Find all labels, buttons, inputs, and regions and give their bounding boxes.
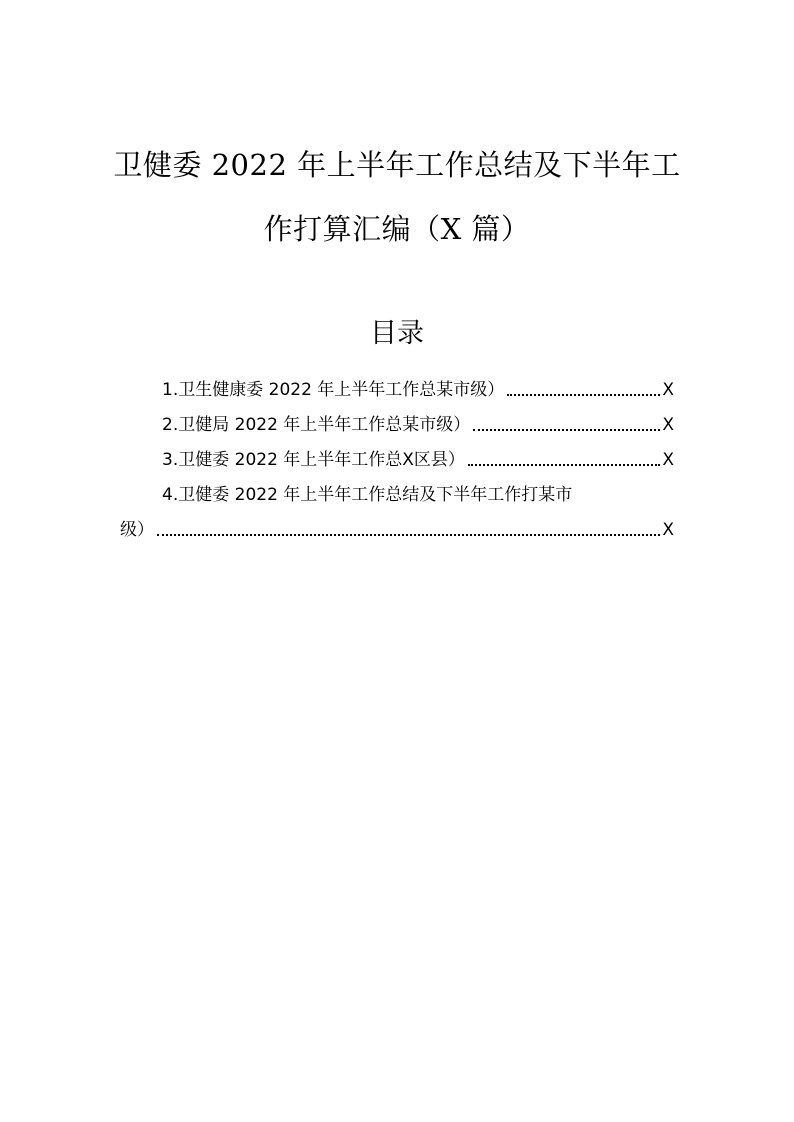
toc-entry-3[interactable]	[120, 448, 674, 472]
toc-entry-4-line-1[interactable]	[120, 483, 674, 507]
document-title-line-1: 卫健委 2022 年上半年工作总结及下半年工	[113, 148, 681, 182]
toc-dot-leader	[507, 394, 660, 396]
toc-entry-page: X	[662, 415, 674, 435]
toc-dot-leader	[473, 429, 660, 431]
toc-heading: 目录	[370, 318, 424, 349]
toc-entry-label: 2.卫健局 2022 年上半年工作总某市级）	[162, 415, 471, 435]
toc-entry-label: 1.卫生健康委 2022 年上半年工作总某市级）	[162, 380, 505, 400]
toc-dot-leader	[468, 464, 660, 466]
toc-entry-page: X	[662, 450, 674, 470]
toc-entry-2[interactable]	[120, 413, 674, 437]
toc-entry-4-line-2[interactable]	[120, 518, 674, 542]
toc-entry-label: 4.卫健委 2022 年上半年工作总结及下半年工作打某市	[162, 485, 573, 505]
toc-dot-leader	[157, 534, 660, 536]
toc-entry-label: 级）	[120, 520, 154, 540]
toc-entry-page: X	[662, 520, 674, 540]
document-title-line-2: 作打算汇编（X 篇）	[263, 212, 531, 246]
toc-entry-page: X	[662, 380, 674, 400]
toc-entry-label: 3.卫健委 2022 年上半年工作总X区县）	[162, 450, 465, 470]
toc-entry-1[interactable]	[120, 378, 674, 402]
